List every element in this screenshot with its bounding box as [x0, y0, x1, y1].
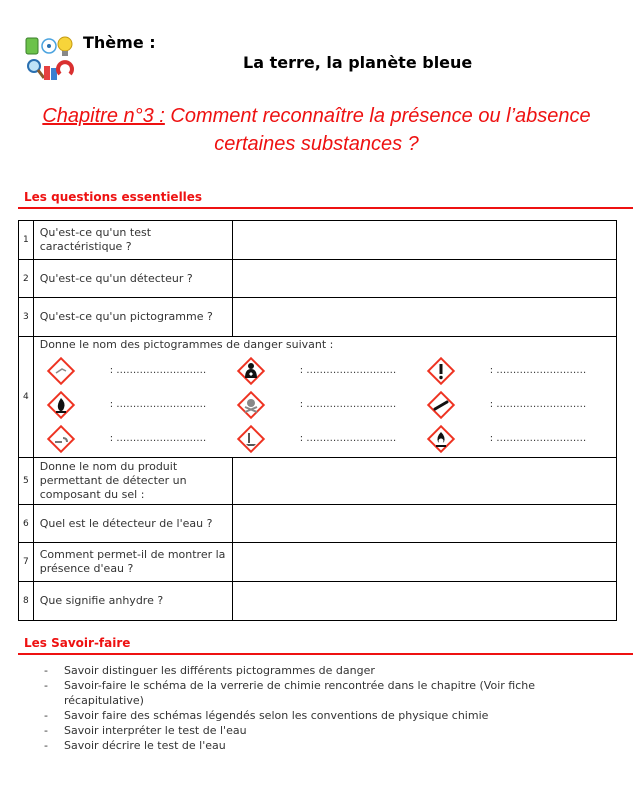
answer-blank[interactable]: : ………………………: [299, 433, 397, 444]
answer-cell[interactable]: [232, 260, 616, 298]
chapter-title-line2: certaines substances ?: [214, 133, 419, 155]
health-hazard-icon: [236, 356, 266, 386]
questions-table: [18, 220, 617, 621]
skills-list: [40, 663, 610, 753]
table-row: [19, 458, 617, 505]
question-text: Que signifie anhydre ?: [33, 582, 232, 621]
environment-hazard-icon: [236, 424, 266, 454]
answer-cell[interactable]: [232, 458, 616, 505]
list-item: - Savoir-faire le schéma de la verrerie de chimie rencontrée dans le chapitre (Voir fiche récapitulative): [40, 678, 610, 708]
question-text: Donne le nom des pictogrammes de danger suivant :: [39, 338, 334, 351]
questions-heading: Les questions essentielles: [24, 190, 203, 204]
exclamation-mark-icon: [426, 356, 456, 386]
question-number: 1: [19, 221, 34, 260]
answer-blank[interactable]: : ………………………: [299, 365, 397, 376]
question-text: Donne le nom du produit permettant de détecter un composant du sel :: [33, 458, 232, 505]
gas-cylinder-icon: [426, 390, 456, 420]
question-text: Qu'est-ce qu'un détecteur ?: [33, 260, 232, 298]
table-row: [19, 543, 617, 582]
answer-cell[interactable]: [232, 505, 616, 543]
question-text: Comment permet-il de montrer la présence d'eau ?: [33, 543, 232, 582]
corrosive-icon: [46, 424, 76, 454]
question-text: Qu'est-ce qu'un test caractéristique ?: [33, 221, 232, 260]
theme-title: La terre, la planète bleue: [243, 53, 473, 72]
answer-cell[interactable]: [232, 221, 616, 260]
toxic-skull-icon: [236, 390, 266, 420]
table-row: [19, 221, 617, 260]
question-number: 7: [19, 543, 34, 582]
question-text: Qu'est-ce qu'un pictogramme ?: [33, 298, 232, 337]
table-row: [19, 260, 617, 298]
question-number: 4: [19, 337, 34, 458]
table-row: [19, 337, 617, 458]
chapter-number: Chapitre n°3 :: [42, 105, 165, 127]
chapter-title-line1: Comment reconnaître la présence ou l’absence: [164, 105, 591, 127]
list-item: - Savoir faire des schémas légendés selon les conventions de physique chimie: [40, 708, 610, 723]
pictogram-grid: [40, 356, 610, 454]
answer-blank[interactable]: : ………………………: [109, 365, 207, 376]
section-divider: [18, 653, 633, 655]
pictogram-question-cell: [33, 337, 616, 458]
oxidizer-icon: [426, 424, 456, 454]
question-number: 3: [19, 298, 34, 337]
answer-cell[interactable]: [232, 543, 616, 582]
list-item: - Savoir interpréter le test de l'eau: [40, 723, 610, 738]
answer-blank[interactable]: : ………………………: [489, 365, 587, 376]
list-item: - Savoir décrire le test de l'eau: [40, 738, 610, 753]
answer-cell[interactable]: [232, 582, 616, 621]
question-number: 6: [19, 505, 34, 543]
table-row: [19, 505, 617, 543]
answer-blank[interactable]: : ………………………: [299, 399, 397, 410]
table-row: [19, 582, 617, 621]
question-text: Quel est le détecteur de l'eau ?: [33, 505, 232, 543]
science-clipart-icon: [24, 34, 74, 84]
section-divider: [18, 207, 633, 209]
answer-blank[interactable]: : ………………………: [109, 433, 207, 444]
answer-blank[interactable]: : ………………………: [109, 399, 207, 410]
corrosive-icon: [46, 356, 76, 386]
list-item: - Savoir distinguer les différents pictogrammes de danger: [40, 663, 610, 678]
flammable-icon: [46, 390, 76, 420]
chapter-title: [0, 102, 633, 158]
answer-cell[interactable]: [232, 298, 616, 337]
question-number: 8: [19, 582, 34, 621]
theme-label: Thème :: [83, 33, 156, 52]
answer-blank[interactable]: : ………………………: [489, 433, 587, 444]
answer-blank[interactable]: : ………………………: [489, 399, 587, 410]
question-number: 5: [19, 458, 34, 505]
question-number: 2: [19, 260, 34, 298]
skills-heading: Les Savoir-faire: [24, 636, 131, 650]
table-row: [19, 298, 617, 337]
